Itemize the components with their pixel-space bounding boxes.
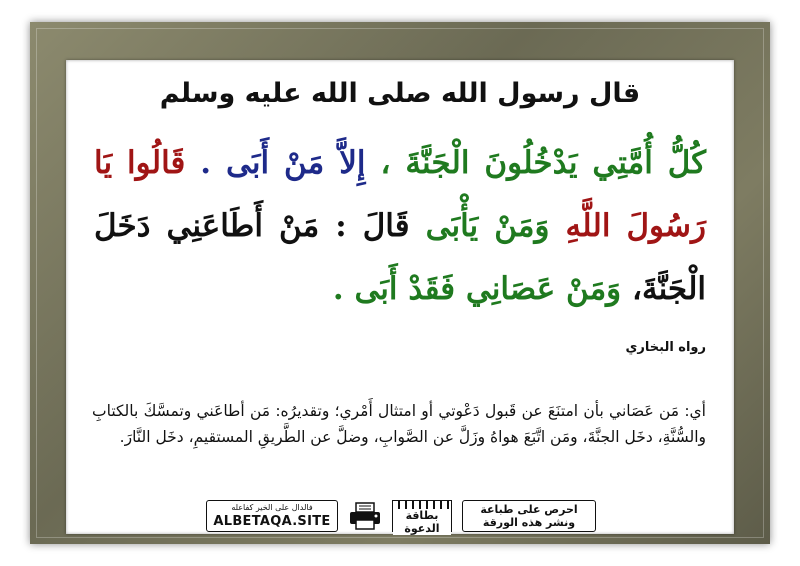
hadith-part-5: قَالَ : مَنْ أَطَاعَنِي دَخَلَ الْجَنَّةَ،: [94, 208, 706, 307]
hadith-part-3: قَالُوا يَا رَسُولَ اللَّهِ: [94, 145, 706, 244]
site-url[interactable]: ALBETAQA.SITE: [213, 514, 331, 529]
print-note-line-2: ونشر هذه الورقة: [482, 516, 576, 529]
hadith-card: [66, 60, 734, 534]
hadith-text: [94, 132, 706, 321]
logo-text: بطاقة الدعوة: [393, 509, 451, 535]
site-tagline: فالدال على الخير كفاعله: [231, 503, 313, 512]
hadith-part-6: وَمَنْ عَصَانِي فَقَدْ أَبَى .: [332, 271, 622, 307]
dawah-logo: [392, 500, 452, 535]
print-note-badge: [462, 500, 596, 532]
page-title: قال رسول الله صلى الله عليه وسلم: [159, 78, 641, 109]
site-badge[interactable]: [206, 500, 338, 532]
narrator-source: رواه البخاري: [625, 340, 706, 355]
print-note-line-1: احرص على طباعة: [480, 503, 578, 516]
printer-icon: [348, 502, 382, 530]
explanation-text: أي: مَن عَصَاني بأن امتنَعَ عن قَبول دَعْوتي أو امتثال أَمْري؛ وتقديرُه: مَن أطاعَني وتمسَّكَ بالكتابِ والسُّنَّةِ، دخَل الجنَّةَ، ومَن اتَّبَعَ هواهُ وزَلَّ عن الصَّوابِ، وضلَّ عن الطَّريقِ المستقيمِ، دخَل النَّارَ.: [92, 402, 706, 446]
footer-bar: [206, 500, 596, 535]
hadith-part-1: كُلُّ أُمَّتِي يَدْخُلُونَ الْجَنَّةَ ،: [365, 145, 707, 181]
hadith-part-2: إِلاَّ مَنْ أَبَى .: [200, 145, 366, 181]
hadith-part-4: وَمَنْ يَأْبَى: [425, 208, 550, 244]
